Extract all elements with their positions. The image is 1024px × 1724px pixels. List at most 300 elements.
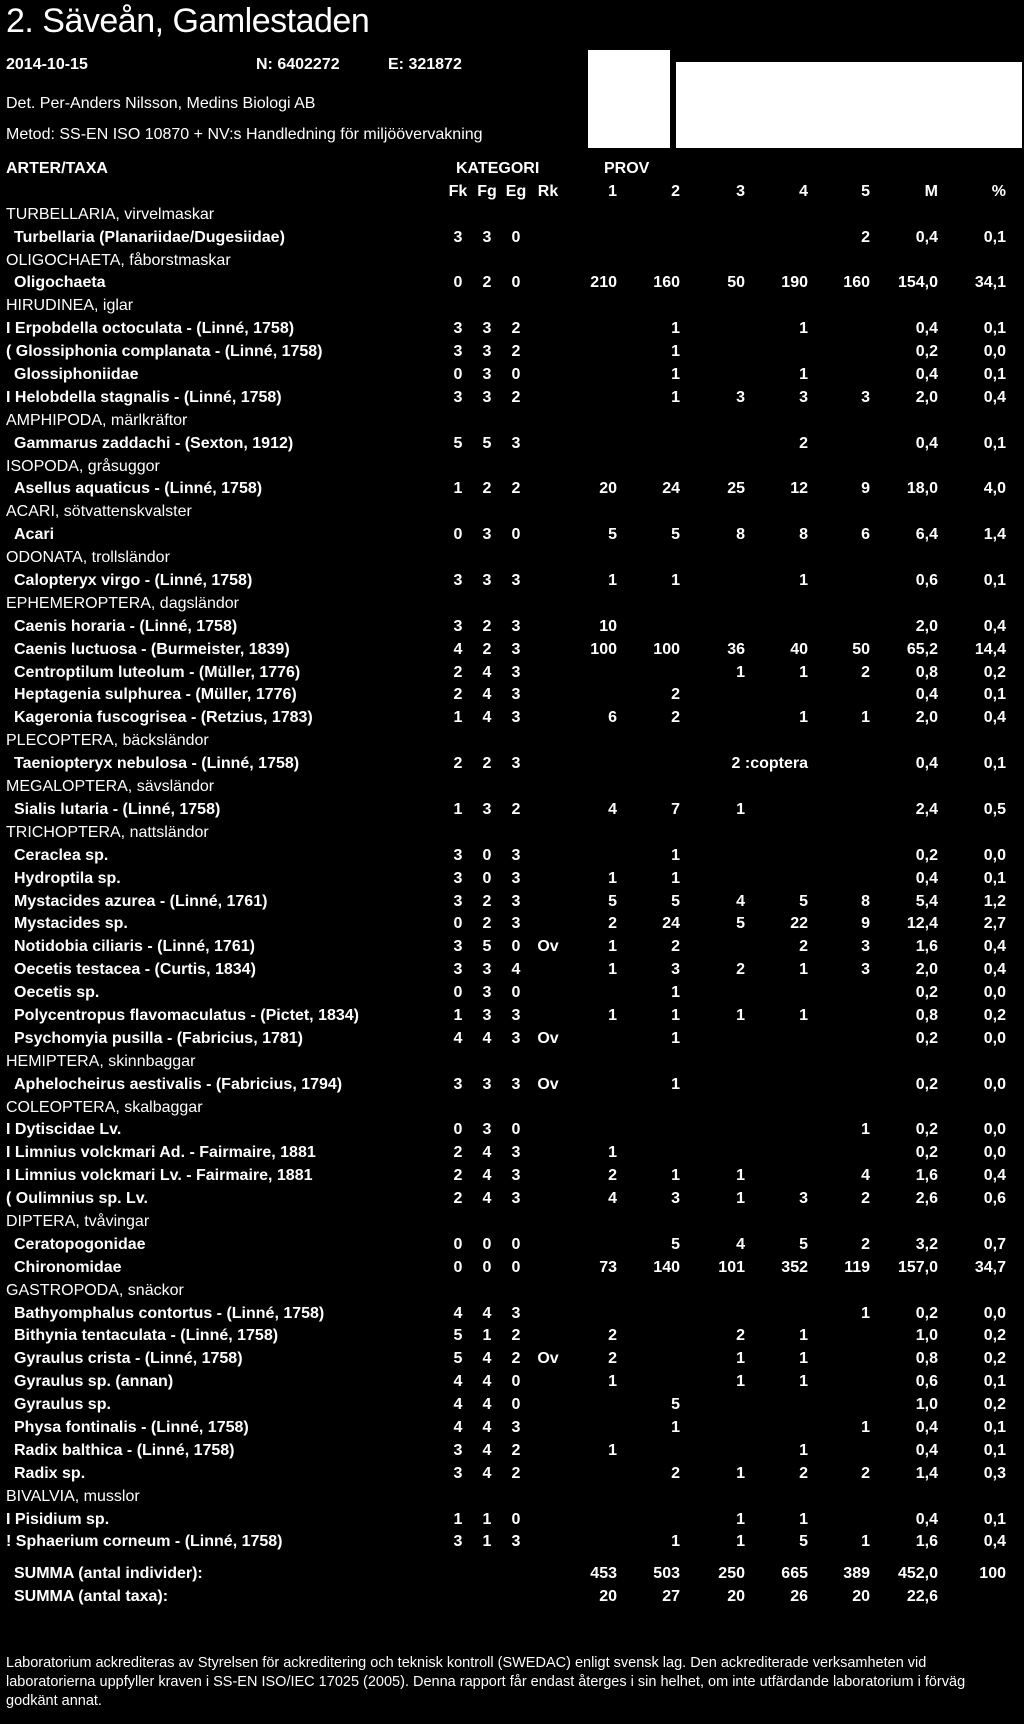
value-cell: 12,4 (906, 915, 938, 933)
taxon-name: Mystacides azurea - (Linné, 1761) (14, 892, 268, 910)
value-cell: 0,4 (915, 434, 938, 452)
value-cell: 0,6 (983, 1190, 1006, 1208)
value-cell: 0,4 (983, 961, 1006, 979)
taxon-name: Caenis horaria - (Linné, 1758) (14, 617, 238, 635)
value-cell: Ov (537, 1075, 559, 1093)
value-cell: 14,4 (974, 640, 1006, 658)
value-cell: 0,0 (983, 1029, 1006, 1047)
value-cell: 2,4 (915, 800, 938, 818)
value-cell: 4 (608, 800, 617, 818)
group-name: AMPHIPODA, märlkräftor (6, 411, 188, 429)
value-cell: 6 (861, 526, 870, 544)
value-cell: 1 (736, 1350, 745, 1368)
value-cell: 0 (453, 274, 463, 292)
value-cell: 2 :coptera (731, 755, 808, 773)
value-cell: 2 (861, 1190, 870, 1208)
value-cell: 2 (482, 617, 492, 635)
value-cell: 0,4 (915, 755, 938, 773)
value-cell: 3 (482, 343, 492, 361)
value-cell: 1 (799, 709, 808, 727)
column-header: Eg (505, 182, 527, 200)
group-name: ISOPODA, gråsuggor (6, 457, 160, 475)
value-cell: 9 (861, 915, 870, 933)
group-name: PLECOPTERA, bäcksländor (6, 732, 209, 750)
value-cell: 160 (653, 274, 680, 292)
value-cell: 0,1 (983, 366, 1006, 384)
taxon-row (0, 227, 1024, 250)
accreditation-footer: Laboratorium ackrediteras av Styrelsen för ackreditering och teknisk kontroll (SWEDAC) enligt svensk lag. Den ackrediterade verksamheten vid laboratorierna uppfyller kraven i SS-EN ISO/IEC 17025 (2005). Denna rapport får endast återges i sin helhet, om inte utfärdande laboratorium i förväg godkänt annat. (6, 1655, 966, 1709)
value-cell: 0,2 (915, 984, 938, 1002)
value-cell: 5 (736, 915, 745, 933)
value-cell: 1,4 (915, 1464, 938, 1482)
value-cell: 1 (799, 1373, 808, 1391)
value-cell: 3 (482, 228, 492, 246)
value-cell: 4 (453, 1373, 463, 1391)
group-name: ACARI, sötvattenskvalster (6, 503, 192, 521)
value-cell: 3 (453, 320, 463, 338)
value-cell: 0,1 (983, 869, 1006, 887)
taxon-name: I Pisidium sp. (6, 1510, 110, 1528)
taxon-name: Ceratopogonidae (14, 1235, 146, 1253)
group-row (0, 1097, 1024, 1120)
taxon-row (0, 1165, 1024, 1188)
value-cell: 3 (511, 1418, 521, 1436)
group-name: BIVALVIA, musslor (6, 1487, 140, 1505)
value-cell: 4 (736, 1235, 745, 1253)
value-cell: 0,4 (915, 686, 938, 704)
value-cell: 2 (511, 480, 521, 498)
value-cell: Ov (537, 1029, 559, 1047)
value-cell: 3 (482, 1121, 492, 1139)
value-cell: 4 (453, 1396, 463, 1414)
value-cell: 0 (511, 1373, 521, 1391)
value-cell: 1,2 (983, 892, 1006, 910)
value-cell: 0 (482, 1258, 492, 1276)
taxon-name: Glossiphoniidae (14, 366, 139, 384)
value-cell: 4 (482, 1441, 492, 1459)
north-coordinate: N: 6402272 (256, 56, 340, 73)
group-name: OLIGOCHAETA, fåborstmaskar (6, 251, 231, 269)
value-cell: 3 (511, 1006, 521, 1024)
taxon-name: Physa fontinalis - (Linné, 1758) (14, 1418, 249, 1436)
value-cell: 3 (511, 434, 521, 452)
value-cell: 0,1 (983, 1510, 1006, 1528)
summary-label: SUMMA (antal taxa): (14, 1588, 169, 1606)
value-cell: 0 (511, 1510, 521, 1528)
value-cell: 0,8 (915, 1006, 938, 1024)
value-cell: 0,4 (915, 228, 938, 246)
value-cell: 3 (453, 869, 463, 887)
value-cell: 0 (511, 984, 521, 1002)
group-name: EPHEMEROPTERA, dagsländor (6, 594, 239, 612)
value-cell: 1 (671, 846, 680, 864)
taxon-row (0, 1371, 1024, 1394)
summary-value: 27 (662, 1588, 680, 1606)
value-cell: 1 (608, 1006, 617, 1024)
value-cell: 3 (671, 1190, 680, 1208)
taxon-name: Bithynia tentaculata - (Linné, 1758) (14, 1327, 279, 1345)
value-cell: 3 (511, 1144, 521, 1162)
value-cell: 12 (790, 480, 808, 498)
taxon-name: Psychomyia pusilla - (Fabricius, 1781) (14, 1029, 303, 1047)
group-row (0, 1486, 1024, 1509)
group-row (0, 822, 1024, 845)
value-cell: 1 (799, 1510, 808, 1528)
value-cell: 0,7 (983, 1235, 1006, 1253)
taxon-name: Oecetis testacea - (Curtis, 1834) (14, 961, 256, 979)
taxon-row (0, 913, 1024, 936)
group-row (0, 295, 1024, 318)
value-cell: 3 (453, 846, 463, 864)
value-cell: 2,0 (915, 388, 938, 406)
value-cell: 1 (671, 869, 680, 887)
value-cell: 1 (671, 388, 680, 406)
value-cell: 4 (482, 1373, 492, 1391)
value-cell: 4 (453, 640, 463, 658)
summary-value: 26 (790, 1588, 808, 1606)
value-cell: 4 (482, 1190, 492, 1208)
value-cell: 0,2 (983, 1350, 1006, 1368)
value-cell: 2 (511, 320, 521, 338)
value-cell: 4 (453, 1418, 463, 1436)
value-cell: 4 (736, 892, 745, 910)
value-cell: 210 (590, 274, 617, 292)
value-cell: 1 (736, 1510, 745, 1528)
value-cell: 2 (799, 938, 808, 956)
method-text: Metod: SS-EN ISO 10870 + NV:s Handledning för miljöövervakning (6, 126, 483, 143)
value-cell: 1 (671, 1167, 680, 1185)
value-cell: 3 (511, 640, 521, 658)
taxon-name: ! Sphaerium corneum - (Linné, 1758) (6, 1533, 283, 1551)
value-cell: 0,4 (983, 1167, 1006, 1185)
taxon-row (0, 616, 1024, 639)
value-cell: 1 (799, 320, 808, 338)
value-cell: 4 (482, 709, 492, 727)
taxon-name: Polycentropus flavomaculatus - (Pictet, 1834) (14, 1006, 359, 1024)
value-cell: 1,6 (915, 938, 938, 956)
value-cell: 3 (736, 388, 745, 406)
taxon-name: Ceraclea sp. (14, 846, 109, 864)
group-row (0, 1280, 1024, 1303)
value-cell: 3 (511, 663, 521, 681)
value-cell: 2 (861, 663, 870, 681)
value-cell: 50 (727, 274, 745, 292)
value-cell: 2 (608, 1327, 617, 1345)
value-cell: 5 (671, 1235, 680, 1253)
value-cell: 4 (482, 1144, 492, 1162)
value-cell: 2 (453, 663, 463, 681)
value-cell: 160 (843, 274, 870, 292)
value-cell: 0,4 (983, 709, 1006, 727)
value-cell: 1 (736, 663, 745, 681)
column-header: Fg (477, 182, 497, 200)
value-cell: 1 (736, 1464, 745, 1482)
taxon-name: Notidobia ciliaris - (Linné, 1761) (14, 938, 255, 956)
value-cell: 3 (453, 228, 463, 246)
taxa-header: ARTER/TAXA (6, 160, 108, 177)
value-cell: 1 (799, 572, 808, 590)
value-cell: 140 (653, 1258, 680, 1276)
value-cell: 0,2 (983, 1006, 1006, 1024)
value-cell: 1 (861, 1121, 870, 1139)
group-name: ODONATA, trollsländor (6, 549, 170, 567)
group-name: TURBELLARIA, virvelmaskar (6, 205, 215, 223)
value-cell: 2,0 (915, 617, 938, 635)
value-cell: 3 (861, 938, 870, 956)
taxon-row (0, 1142, 1024, 1165)
value-cell: 3 (453, 617, 463, 635)
value-cell: 0,1 (983, 228, 1006, 246)
taxon-row (0, 1074, 1024, 1097)
sampling-info (6, 56, 462, 74)
summary-label: SUMMA (antal individer): (14, 1565, 203, 1583)
value-cell: 20 (599, 480, 617, 498)
column-header: M (924, 182, 938, 200)
value-cell: 3 (482, 526, 492, 544)
value-cell: 0 (453, 1121, 463, 1139)
value-cell: 3 (482, 1075, 492, 1093)
value-cell: 3 (453, 1533, 463, 1551)
value-cell: 2 (608, 1167, 617, 1185)
column-header-row (0, 181, 1024, 204)
header-row (0, 158, 1024, 181)
taxon-row (0, 570, 1024, 593)
value-cell: 0,4 (983, 388, 1006, 406)
value-cell: 4 (482, 663, 492, 681)
value-cell: 3 (511, 686, 521, 704)
column-header: % (991, 182, 1006, 200)
value-cell: 2 (736, 1327, 745, 1345)
value-cell: 1 (671, 572, 680, 590)
value-cell: 1 (608, 869, 617, 887)
value-cell: 10 (599, 617, 617, 635)
group-row (0, 501, 1024, 524)
value-cell: 0,8 (915, 1350, 938, 1368)
value-cell: 3 (453, 572, 463, 590)
value-cell: 2 (671, 938, 680, 956)
value-cell: 1 (736, 1533, 745, 1551)
value-cell: 25 (727, 480, 745, 498)
value-cell: 1 (799, 1350, 808, 1368)
value-cell: 3 (511, 709, 521, 727)
value-cell: 1 (608, 572, 617, 590)
summary-row (0, 1586, 1024, 1609)
value-cell: 2 (482, 755, 492, 773)
value-cell: 24 (662, 915, 680, 933)
summary-value: 503 (653, 1565, 680, 1583)
value-cell: 0 (511, 1396, 521, 1414)
value-cell: 101 (718, 1258, 745, 1276)
value-cell: 2 (671, 1464, 680, 1482)
value-cell: 4 (482, 1396, 492, 1414)
value-cell: 0 (511, 366, 521, 384)
value-cell: 2 (511, 1350, 521, 1368)
value-cell: 0,2 (915, 1144, 938, 1162)
value-cell: 8 (861, 892, 870, 910)
value-cell: 1 (799, 1006, 808, 1024)
summary-value: 250 (718, 1565, 745, 1583)
value-cell: 73 (599, 1258, 617, 1276)
value-cell: 352 (781, 1258, 808, 1276)
value-cell: 3 (671, 961, 680, 979)
value-cell: Ov (537, 938, 559, 956)
value-cell: 3 (511, 1029, 521, 1047)
taxon-row (0, 959, 1024, 982)
value-cell: 0 (453, 1235, 463, 1253)
value-cell: 1 (799, 1441, 808, 1459)
value-cell: 34,7 (974, 1258, 1006, 1276)
taxon-name: I Limnius volckmari Ad. - Fairmaire, 1881 (6, 1144, 316, 1162)
value-cell: 0,4 (915, 1441, 938, 1459)
value-cell: 0,4 (915, 320, 938, 338)
value-cell: 1,6 (915, 1533, 938, 1551)
value-cell: 3,2 (915, 1235, 938, 1253)
value-cell: 4 (861, 1167, 870, 1185)
value-cell: 3 (453, 938, 463, 956)
value-cell: 2 (861, 228, 870, 246)
taxon-row (0, 1531, 1024, 1554)
value-cell: 1 (736, 800, 745, 818)
value-cell: 0,1 (983, 572, 1006, 590)
taxon-row (0, 1005, 1024, 1028)
value-cell: 1 (861, 1533, 870, 1551)
value-cell: 1,0 (915, 1396, 938, 1414)
value-cell: 1 (453, 800, 463, 818)
value-cell: 0 (482, 869, 492, 887)
value-cell: 0,1 (983, 434, 1006, 452)
value-cell: 3 (482, 800, 492, 818)
group-row (0, 456, 1024, 479)
taxon-name: Oecetis sp. (14, 984, 100, 1002)
value-cell: 3 (511, 1304, 521, 1322)
value-cell: 0,1 (983, 1373, 1006, 1391)
group-row (0, 593, 1024, 616)
value-cell: 1 (671, 366, 680, 384)
value-cell: 0,2 (915, 846, 938, 864)
value-cell: 6 (608, 709, 617, 727)
group-row (0, 250, 1024, 273)
value-cell: 0,8 (915, 663, 938, 681)
value-cell: 0,4 (983, 1533, 1006, 1551)
value-cell: 0 (482, 1235, 492, 1253)
value-cell: 0,2 (983, 1327, 1006, 1345)
column-header: 2 (671, 182, 680, 200)
taxon-name: ( Oulimnius sp. Lv. (6, 1190, 148, 1208)
summary-value: 453 (590, 1565, 617, 1583)
value-cell: 3 (453, 1464, 463, 1482)
group-row (0, 1051, 1024, 1074)
value-cell: 0 (511, 526, 521, 544)
value-cell: 0,4 (915, 869, 938, 887)
value-cell: 3 (799, 388, 808, 406)
value-cell: 0 (482, 846, 492, 864)
taxon-name: Gyraulus crista - (Linné, 1758) (14, 1350, 243, 1368)
value-cell: 0,2 (915, 1029, 938, 1047)
taxon-name: I Dytiscidae Lv. (6, 1121, 122, 1139)
value-cell: 3 (482, 366, 492, 384)
value-cell: 1 (799, 663, 808, 681)
value-cell: 1 (861, 1418, 870, 1436)
summary-value: 665 (781, 1565, 808, 1583)
value-cell: 0,1 (983, 686, 1006, 704)
value-cell: 4 (511, 961, 521, 979)
value-cell: 9 (861, 480, 870, 498)
taxon-name: Oligochaeta (14, 274, 106, 292)
value-cell: 18,0 (906, 480, 938, 498)
value-cell: 3 (511, 572, 521, 590)
taxon-name: Gyraulus sp. (14, 1396, 111, 1414)
value-cell: 1 (671, 320, 680, 338)
value-cell: 0,1 (983, 320, 1006, 338)
value-cell: 2 (671, 709, 680, 727)
value-cell: 0,4 (983, 938, 1006, 956)
value-cell: 5 (671, 526, 680, 544)
value-cell: 1 (671, 984, 680, 1002)
taxon-row (0, 433, 1024, 456)
value-cell: 0,0 (983, 846, 1006, 864)
value-cell: 2,7 (983, 915, 1006, 933)
column-header: 4 (799, 182, 808, 200)
value-cell: 2 (861, 1235, 870, 1253)
value-cell: 2 (482, 892, 492, 910)
taxon-name: Mystacides sp. (14, 915, 128, 933)
value-cell: 1 (671, 1075, 680, 1093)
value-cell: 2 (861, 1464, 870, 1482)
taxon-name: Gammarus zaddachi - (Sexton, 1912) (14, 434, 294, 452)
group-name: HIRUDINEA, iglar (6, 297, 134, 315)
value-cell: 36 (727, 640, 745, 658)
value-cell: 0,5 (983, 800, 1006, 818)
taxon-name: I Erpobdella octoculata - (Linné, 1758) (6, 320, 295, 338)
taxon-row (0, 639, 1024, 662)
taxa-table (0, 158, 1024, 1609)
prov-header: PROV (604, 160, 650, 177)
taxon-name: I Limnius volckmari Lv. - Fairmaire, 1881 (6, 1167, 313, 1185)
value-cell: 2 (511, 1464, 521, 1482)
value-cell: 2 (799, 1464, 808, 1482)
value-cell: 0,4 (915, 366, 938, 384)
value-cell: 1 (736, 1006, 745, 1024)
value-cell: 3 (482, 572, 492, 590)
value-cell: 0,4 (915, 1418, 938, 1436)
value-cell: 3 (511, 892, 521, 910)
summary-value: 100 (979, 1565, 1006, 1583)
taxon-row (0, 936, 1024, 959)
taxon-row (0, 524, 1024, 547)
value-cell: 3 (482, 1006, 492, 1024)
taxon-row (0, 1348, 1024, 1371)
determined-by: Det. Per-Anders Nilsson, Medins Biologi AB (6, 95, 316, 112)
value-cell: 8 (799, 526, 808, 544)
value-cell: 0 (511, 938, 521, 956)
value-cell: 1,0 (915, 1327, 938, 1345)
group-name: COLEOPTERA, skalbaggar (6, 1098, 203, 1116)
value-cell: 2 (511, 388, 521, 406)
value-cell: 1 (736, 1167, 745, 1185)
taxon-name: Hydroptila sp. (14, 869, 121, 887)
value-cell: 100 (653, 640, 680, 658)
value-cell: 1,4 (983, 526, 1006, 544)
value-cell: 4 (482, 1167, 492, 1185)
taxon-name: Radix sp. (14, 1464, 86, 1482)
value-cell: Ov (537, 1350, 559, 1368)
value-cell: 154,0 (897, 274, 938, 292)
value-cell: 4 (482, 686, 492, 704)
value-cell: 2 (482, 640, 492, 658)
taxon-row (0, 1234, 1024, 1257)
column-header: 5 (861, 182, 870, 200)
white-box-small (588, 50, 670, 148)
